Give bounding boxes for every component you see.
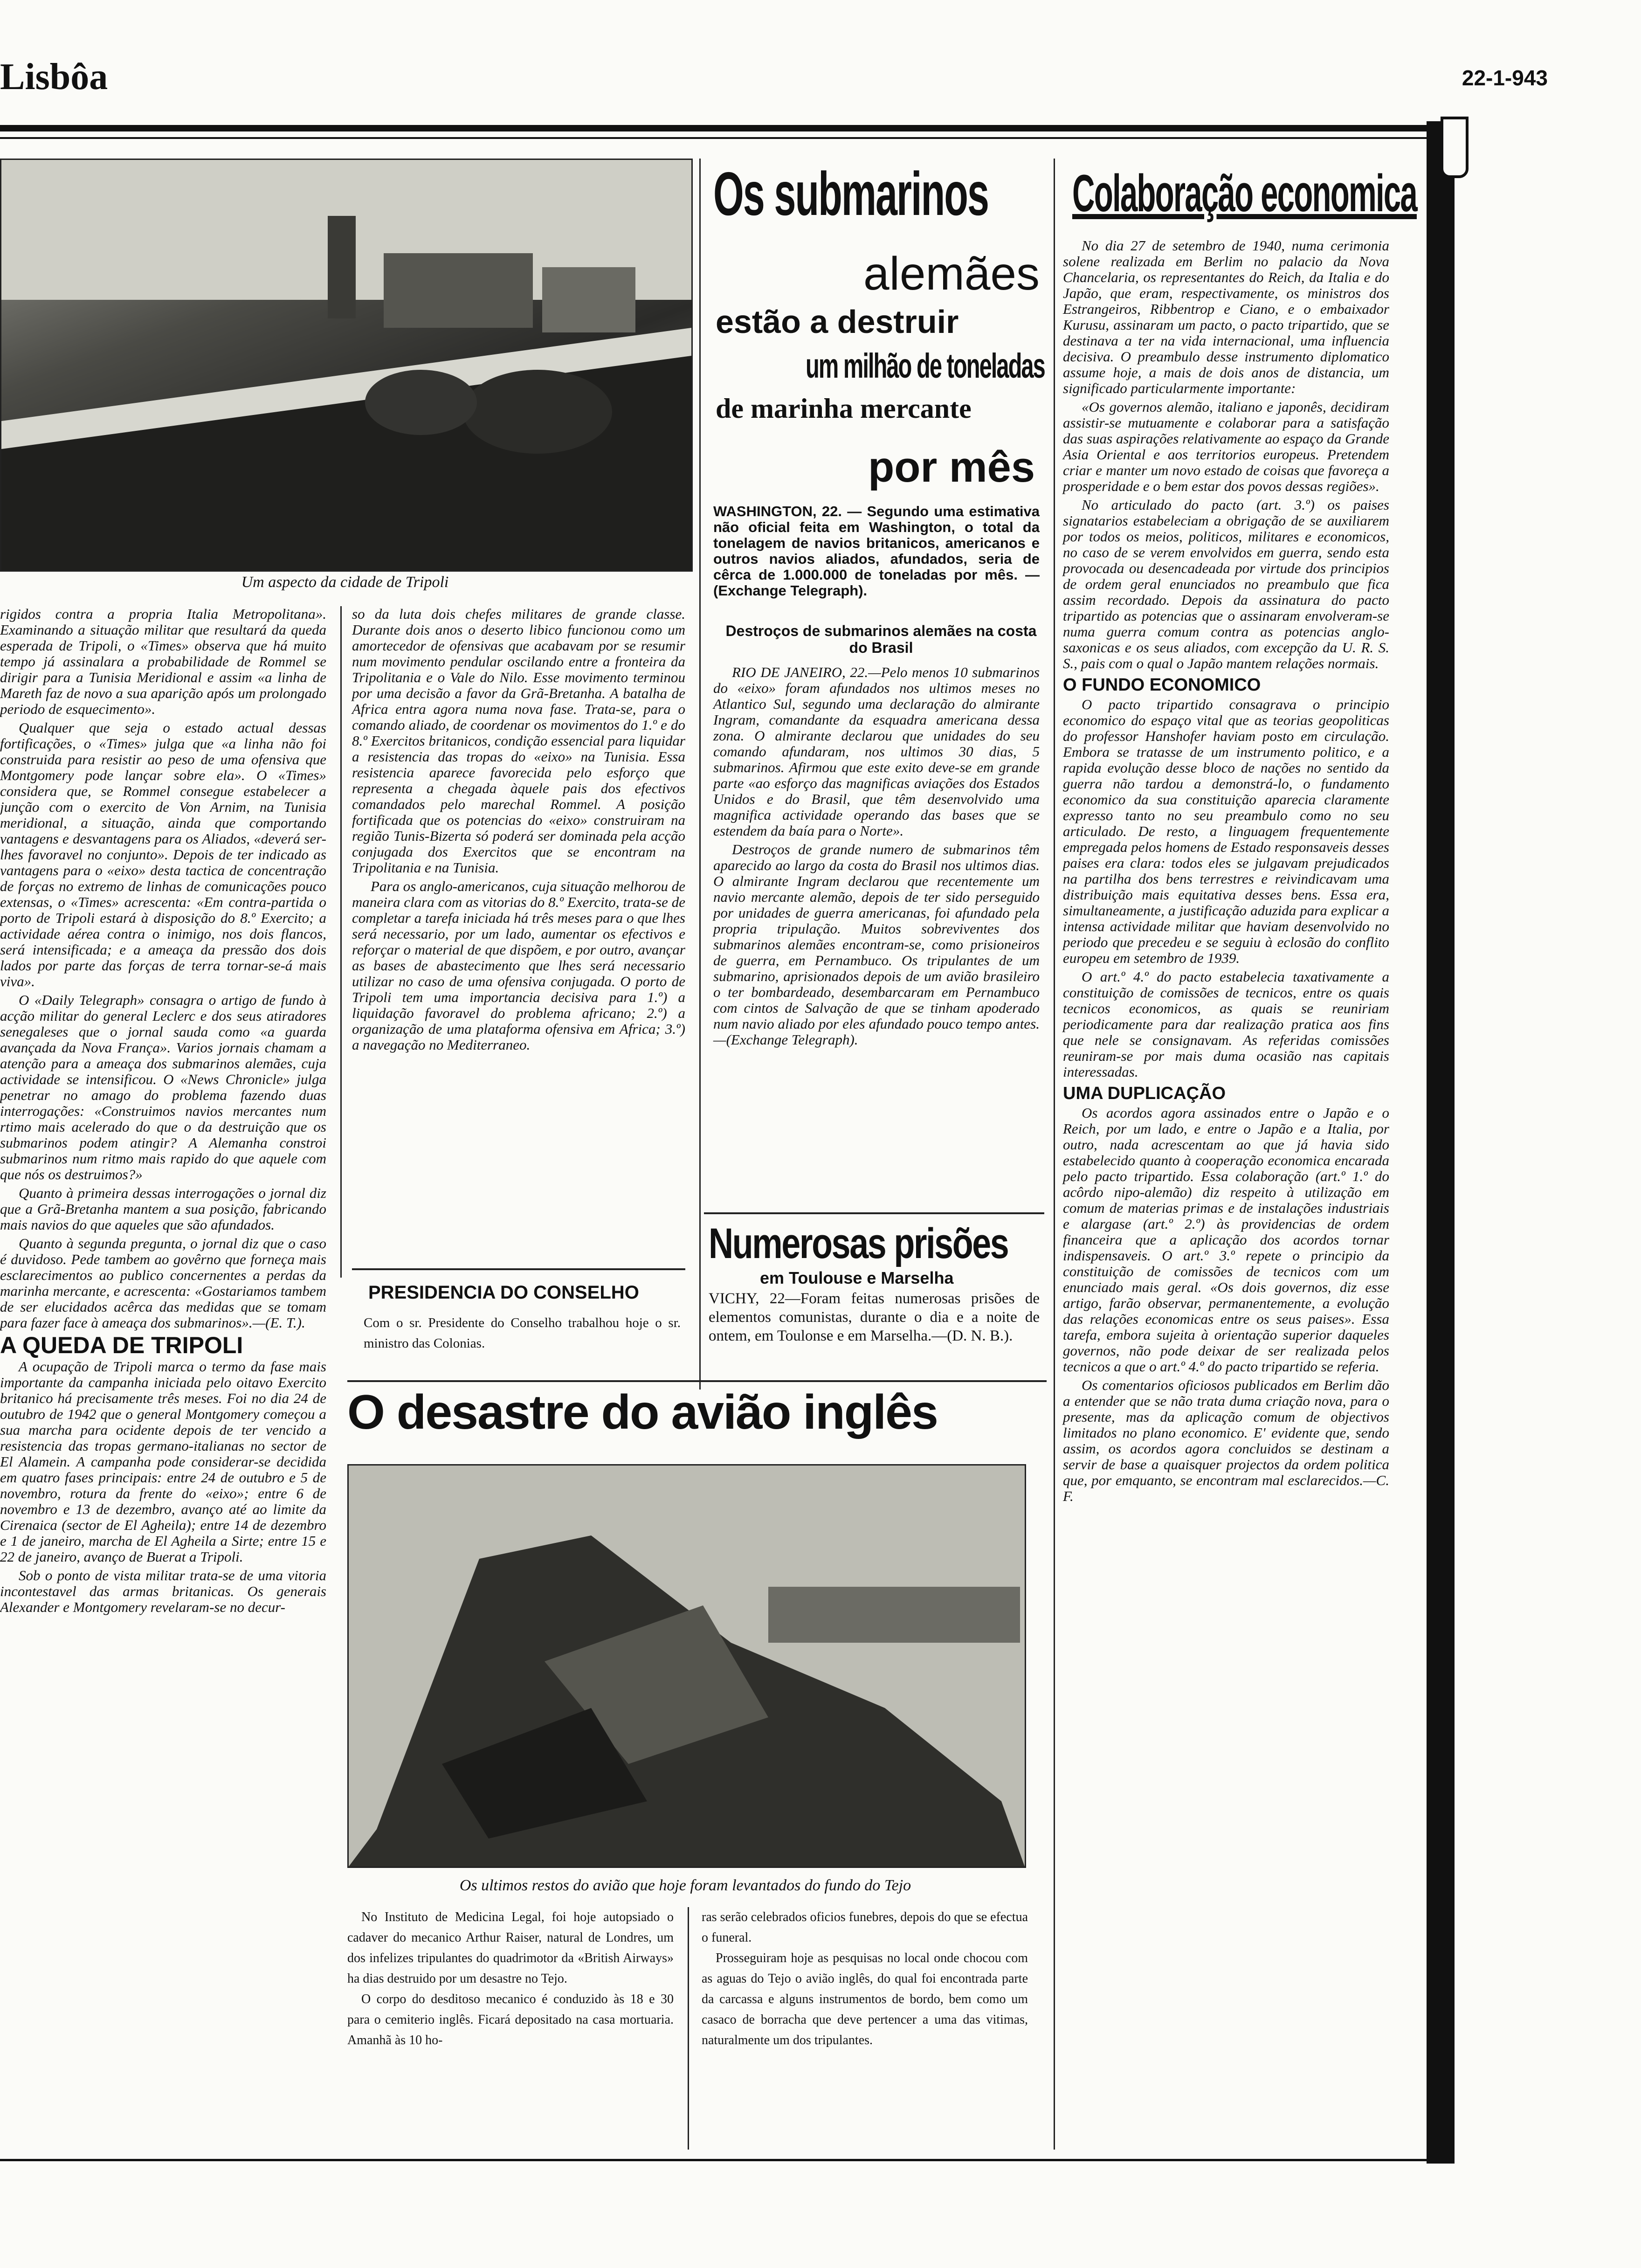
tripoli-column-2 [352,606,685,1056]
paragraph: Para os anglo-americanos, cuja situação melhorou de maneira clara com as vitorias do 8.º Exercito, trata-se de completar a tarefa iniciada há três meses para o que lhes será necessario, por um lado, aumentar os efectivos e reforçar o material de que dispõem, e por outro, avançar as bases de abastecimento que lhes será necessario utilizar no caso de uma ofensiva conjugada. O porto de Tripoli tem uma importancia decisiva para 1.º) a liquidação favoravel do problema africano; 2.º) a organização de uma plataforma ofensiva em Africa; 3.º) a navegação no Mediterraneo. [352,878,685,1053]
issue-date: 22-1-943 [1462,66,1548,90]
prisoes-title: Numerosas prisões [709,1220,1008,1267]
paragraph: so da luta dois chefes militares de grande classe. Durante dois anos o deserto libico funcionou como um amortecedor de ofensivas que acabavam por se resumir num movimento pendular oscilando entre a fronteira da Tripolitania e o Vale do Nilo. Esse movimento terminou por uma decisão a favor da Grã-Bretanha. A batalha de Africa entra agora numa nova fase. Trata-se, para o comando aliado, de coordenar os movimentos do 1.º e do 8.º Exercitos britanicos, condição essencial para liquidar a resistencia das tropas do «eixo» na Tunisia. Essa resistencia aparece favorecida pelo esforço que representa a chegada àquele pais dos efectivos comandados pelo marechal Rommel. A posição fortificada que os potencias do «eixo» construiram na região Tunis-Bizerta só poderá ser dominada pela acção conjugada dos Exercitos que se encontram na Tripolitania e na Tunisia. [352,606,685,876]
top-rule-thin [0,137,1455,139]
paragraph: O corpo do desditoso mecanico é conduzido às 18 e 30 para o cemiterio inglês. Ficará depositado na casa mortuaria. Amanhã às 10 ho- [347,1992,674,2047]
presidencia-title: PRESIDENCIA DO CONSELHO [368,1282,639,1303]
submarinos-headline-1: Os submarinos [713,159,989,228]
photo-tripoli-caption: Um aspecto da cidade de Tripoli [241,574,449,591]
paragraph: Os acordos agora assinados entre o Japão e o Reich, por um lado, e entre o Japão e a Italia, por outro, nada acrescentam ao que já havia sido estabelecido quanto à cooperação economica encarada pelo pacto tripartido. Essa colaboração (art.º 1.º do acôrdo nipo-alemão) diz respeito à utilização em comum de materias primas e de instalações industriais e alargase (art.º 2.º) às providencias de ordem financeira que a aplicação dos acordos tornar indispensaveis. O art.º 3.º repete o principio da constituição de comissões de tecnicos com um enunciado mais geral. «Os dois governos, diz esse artigo, farão observar, permanentemente, a evolução das relações economicas entre os seus paises». Essa tarefa, embora sujeita à orientação superior daqueles governos, não pode deixar de ser realizada pelos tecnicos a que o art.º 4.º do pacto tripartido se referia. [1063,1105,1389,1375]
paragraph: Quanto à segunda pregunta, o jornal diz que o caso é duvidoso. Pede tambem ao govêrno que forneça mais esclarecimentos ao publico concernentes a perdas da marinha mercante, e acrescenta: «Gostariamos tambem de ser elucidados acêrca das medidas que se tomam para fazer face à ameaça dos submarinos».—(E. T.). [0,1235,326,1331]
paragraph: Destroços de grande numero de submarinos têm aparecido ao largo da costa do Brasil nos ultimos dias. O almirante Ingram declarou que recentemente um navio mercante alemão, depois de ter sido perseguido por unidades de guerra americanas, foi afundado pela propria tripulação. Muitos sobreviventes dos submarinos alemães encontram-se, como prisioneiros de guerra, em Pernambuco. Os tripulantes de um submarino, aprisionados depois de um avião brasileiro o ter bombardeado, desembarcaram em Pernambuco com cintos de Salvação de que se tinham apoderado num navio aliado por eles afundado pouco tempo antes.—(Exchange Telegraph). [713,841,1040,1048]
colaboracao-body [1063,238,1389,1507]
photo-aviao [347,1464,1026,1868]
photo-tripoli-art [1,160,691,570]
paragraph: Prosseguiram hoje as pesquisas no local onde chocou com as aguas do Tejo o avião inglês, do qual foi encontrada parte da carcassa e alguns instrumentos de bordo, bem como um casaco de borracha que deve pertencer a uma das vitimas, naturalmente um dos tripulantes. [702,1951,1028,2047]
photo-tripoli [0,159,693,572]
submarinos-lead: WASHINGTON, 22. — Segundo uma estimativa não oficial feita em Washington, o total da tonelagem de navios britanicos, americanos e outros navios aliados, afundados, seria de cêrca de 1.000.000 de toneladas por mês. — (Exchange Telegraph). [713,503,1040,599]
paragraph: Sob o ponto de vista militar trata-se de uma vitoria incontestavel das armas britanicas. Os generais Alexander e Montgomery revelaram-se no decur- [0,1567,326,1615]
aviao-title: O desastre do avião inglês [347,1385,938,1439]
top-rule [0,125,1455,131]
bottom-rule [0,2159,1455,2161]
paragraph: A ocupação de Tripoli marca o termo da fase mais importante da campanha iniciada pelo oitavo Exercito britanico há precisamente três meses. Foi no dia 24 de outubro de 1942 que o general Montgomery começou a sua marcha para ocidente depois de ter vencido a resistencia das tropas germano-italianas no sector de El Alamein. A campanha pode considerar-se decidida em quatro fases principais: entre 24 de outubro e 5 de novembro, rotura da frente do «eixo»; entre 6 de novembro e 13 de dezembro, avanço até ao limite da Cirenaica (sector de El Agheila); entre 14 de dezembro e 1 de janeiro, marcha de El Agheila a Sirte; entre 15 e 22 de janeiro, avanço de Buerat a Tripoli. [0,1358,326,1565]
column-divider [688,1907,689,2150]
photo-aviao-art [349,1466,1025,1867]
paragraph: No articulado do pacto (art. 3.º) os paises signatarios estabeleciam a obrigação de se auxiliarem por todos os meios, politicos, militares e economicos, no caso de se verem envolvidos em guerra, sendo esta provocada ou desencadeada por virtude dos principios de ordem geral enunciados no preambulo que fica assim recordado. Depois da assinatura do pacto tripartido as potencias que o assinaram envolveram-se numa guerra comum contra as potencias anglo-saxonicas e os seus aliados, com excepção da U. R. S. S., pais com o qual o Japão mantem relações normais. [1063,497,1389,671]
submarinos-headline-3: estão a destruir [716,304,959,340]
subhead-fundo-economico: O FUNDO ECONOMICO [1063,675,1261,695]
prisoes-rule [704,1212,1044,1214]
column-divider [340,606,342,1278]
paragraph: No Instituto de Medicina Legal, foi hoje autopsiado o cadaver do mecanico Arthur Raiser, natural de Londres, um dos infelizes tripulantes do quadrimotor da «British Airways» ha dias destruido por um desastre no Tejo. [347,1910,674,1986]
subhead-duplicacao: UMA DUPLICAÇÃO [1063,1084,1226,1103]
paragraph: O «Daily Telegraph» consagra o artigo de fundo à acção militar do general Leclerc e dos seus atiradores senegaleses que o jornal sauda como «a guarda avançada da Nova França». Varios jornais chamam a atenção para a ameaça dos submarinos alemães, cuja actividade se intensificou. O «News Chronicle» julga penetrar no amago do problema fazendo duas interrogações: «Construimos navios mercantes num rtimo mais acelerado do que o da destruição que os submarinos podem atingir? A Alemanha constroi submarinos num ritmo mais rapido do que aquele com que nós os destruimos?» [0,992,326,1182]
prisoes-text: VICHY, 22—Foram feitas numerosas prisões de elementos comunistas, durante o dia e a noite de ontem, em Toulonse e em Marselha.—(D. N. B.). [709,1290,1040,1344]
submarinos-headline-2: alemães [863,248,1040,300]
aviao-rule [347,1380,1047,1382]
masthead-title: Lisbôa [0,56,108,97]
column-divider [699,159,701,1390]
paragraph: rigidos contra a propria Italia Metropolitana». Examinando a situação militar que resultará da queda esperada de Tripoli, o «Times» observa que há muito tempo já assinalara a probabilidade de Rommel se dirigir para a Tunisia Meridional e assim «a linha de Mareth faz de novo a sua aparição após um prolongado periodo de esquecimento». [0,606,326,717]
page-edge-bar [1427,121,1455,2164]
paragraph: RIO DE JANEIRO, 22.—Pelo menos 10 submarinos do «eixo» foram afundados nos ultimos meses no Atlantico Sul, segundo uma declaração do almirante Ingram, comandante da esquadra americana dessa zona. O almirante declarou que unidades do seu comando afundaram, nos ultimos 30 dias, 5 submarinos. Afirmou que este exito deve-se em grande parte «ao esforço das magnificas aviações dos Estados Unidos e do Brasil, que têm desenvolvido uma magnifica actividade operando das bases que se estendem da baía para o Norte». [713,664,1040,839]
presidencia-text: Com o sr. Presidente do Conselho trabalhou hoje o sr. ministro das Colonias. [364,1315,681,1351]
edge-bracket-icon [1441,117,1469,178]
colaboracao-title: Colaboração economica [1072,164,1417,222]
paragraph: O art.º 4.º do pacto estabelecia taxativamente a constituição de comissões de tecnicos, entre os quais tecnicos economicos, as quais se reuniriam periodicamente para dar realização pratica aos fins que nele se consignavam. As referidas comissões reuniram-se por mais duma ocasião nas capitais interessadas. [1063,968,1389,1080]
subhead-queda-tripoli: A QUEDA DE TRIPOLI [0,1332,243,1358]
paragraph: Quanto à primeira dessas interrogações o jornal diz que a Grã-Bretanha mantem a sua posição, fabricando mais navios do que aqueles que são afundados. [0,1185,326,1233]
paragraph: No dia 27 de setembro de 1940, numa cerimonia solene realizada em Berlim no palacio da Nova Chancelaria, os representantes do Reich, da Italia e do Japão, que eram, respectivamente, os ministros dos Estrangeiros, Ribbentrop e Ciano, e o embaixador Kurusu, assinaram um pacto, o pacto tripartido, que se destinava a ter na vida internacional, uma influencia decisiva. O preambulo desse instrumento diplomatico assume hoje, a mais de dois anos de distancia, um significado particularmente importante: [1063,237,1389,396]
paragraph: Qualquer que seja o estado actual dessas fortificações, o «Times» julga que «a linha não foi construida para resistir ao peso de uma ofensiva que Montgomery pode lançar sobre ela». O «Times» considera que, se Rommel consegue estabelecer a junção com o exercito de Von Arnim, na Tunisia meridional, a situação, ainda que comportando vantagens e desvantagens para os Aliados, «deverá ser-lhes favoravel no conjunto». Depois de ter indicado as vantagens para o «eixo» desta tactica de concentração de forças no extremo de linhas de comunicações pouco extensas, o «Times» acrescenta: «Em contra-partida o porto de Tripoli estará à disposição do 8.º Exercito; a actividade aérea contra o inimigo, nos dois flancos, será intensificada; e a ameaça da pressão dos dois lados por parte das forças de terra tornar-se-á mais viva». [0,719,326,989]
aviao-column-1 [347,1907,674,2051]
submarinos-headline-5: de marinha mercante [716,393,972,424]
paragraph: Os comentarios oficiosos publicados em Berlim dão a entender que se não trata duma criação nova, para o presente, mas da aplicação comum de objectivos limitados no plano economico. E' evidente que, sendo assim, os acordos agora concluidos se destinam a servir de base a quaisquer projectos da ordem politica que, por emquanto, se encontram mal esclarecidos.—C. F. [1063,1377,1389,1504]
submarinos-subhead: Destroços de submarinos alemães na costa do Brasil [725,622,1037,656]
presidencia-rule [352,1268,685,1270]
aviao-column-2 [702,1907,1028,2051]
photo-aviao-caption: Os ultimos restos do avião que hoje foram levantados do fundo do Tejo [459,1877,911,1894]
column-divider [1054,159,1055,2150]
prisoes-subtitle: em Toulouse e Marselha [760,1268,954,1287]
tripoli-column-1 [0,606,326,1618]
paragraph: ras serão celebrados oficios funebres, depois do que se efectua o funeral. [702,1910,1028,1945]
paragraph: «Os governos alemão, italiano e japonês, decidiram assistir-se mutuamente e colaborar para a satisfação das suas aspirações relativamente ao espaço da Grande Asia Oriental e aos territorios europeus. Pretendem criar e manter um novo estado de coisas que favoreça a prosperidade e o bem estar dos povos dessas regiões». [1063,399,1389,494]
submarinos-headline-4: um milhão de toneladas [806,346,1045,385]
submarinos-headline-6: por mês [868,443,1035,491]
paragraph: O pacto tripartido consagrava o principio economico do espaço vital que as teorias geopoliticas do professor Hanshofer haviam posto em circulação. Embora se tratasse de um instrumento politico, e a rapida evolução desse bloco de nações no sentido da guerra não tardou a demonstrá-lo, o fundamento economico da sua constituição aparecia claramente expresso tanto no seu preambulo como no seu articulado. De resto, a linguagem frequentemente empregada pelos homens de Estado responsaveis desses paises era clara: todos eles se julgavam prejudicados na partilha dos bens terrestres e reivindicavam uma distribuição mais equitativa desses bens. Essa era, simultaneamente, a justificação aduzida para explicar a intensa actividade militar que haviam desenvolvido no periodo que precedeu e se seguiu à eclosão do conflito europeu em setembro de 1939. [1063,696,1389,966]
submarinos-body [713,664,1040,1051]
